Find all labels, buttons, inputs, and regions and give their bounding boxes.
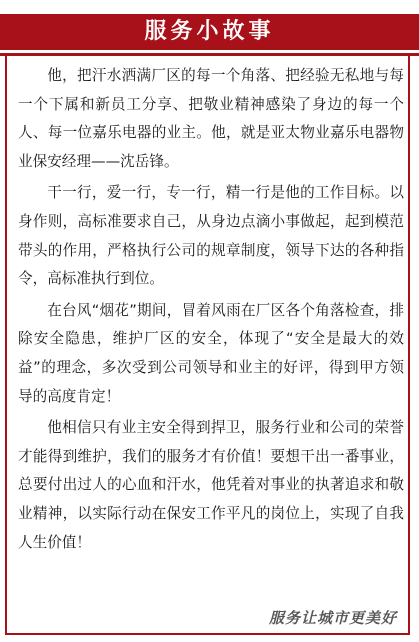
page-title: 服务小故事 xyxy=(144,19,275,44)
footer-slogan: 服务让城市更美好 xyxy=(268,609,397,627)
article-body xyxy=(18,62,404,560)
paragraph-2: 干一行，爱一行，专一行，精一行是他的工作目标。以身作则，高标准要求自己，从身边点滴小事做起，起到模范带头的作用，严格执行公司的规章制度，领导下达的各种指令，高标准执行到位。 xyxy=(18,184,404,288)
paragraph-1: 他，把汗水洒满厂区的每一个角落、把经验无私地与每一个下属和新员工分享、把敬业精神感染了身边的每一个人、每一位嘉乐电器的业主。他，就是亚太物业嘉乐电器物业保安经理——沈岳锋。 xyxy=(18,67,404,170)
paragraph-3: 在台风“烟花”期间，冒着风雨在厂区各个角落检查，排除安全隐患，维护厂区的安全，体现了“安全是最大的效益”的理念，多次受到公司领导和业主的好评，得到甲方领导的高度肯定！ xyxy=(18,301,404,405)
paragraph-4: 他相信只有业主安全得到捍卫，服务行业和公司的荣誉才能得到维护，我们的服务才有价值！要想干出一番事业，总要付出过人的心血和汗水，他凭着对事业的执著追求和敬业精神，以实际行动在保安工作平凡的岗位上，实现了自我人生价值！ xyxy=(18,419,404,551)
